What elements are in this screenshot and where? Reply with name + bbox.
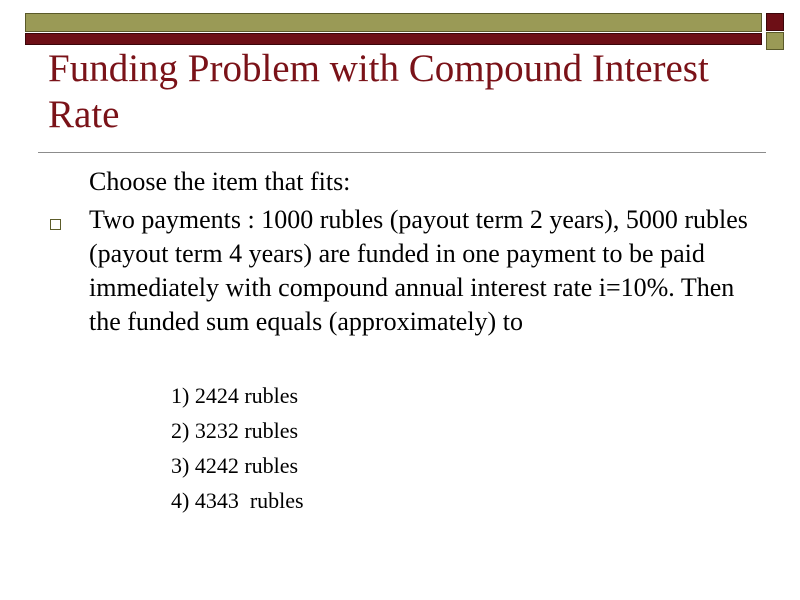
intro-text: Choose the item that fits: xyxy=(89,167,351,196)
title-divider xyxy=(38,152,766,153)
decorative-maroon-square xyxy=(766,13,784,31)
decorative-top-band xyxy=(25,13,762,32)
decorative-olive-square xyxy=(766,32,784,50)
answer-option: 3) 4242 rubles xyxy=(171,453,299,478)
decorative-maroon-band xyxy=(25,33,762,45)
answer-option: 1) 2424 rubles xyxy=(171,383,299,408)
question-text: Two payments : 1000 rubles (payout term 2 years), 5000 rubles (payout term 4 years) are funded in one payment to be paid immediately with compound annual interest rate i=10%. Then the funded sum equals (approximately) to xyxy=(89,205,748,336)
slide-title: Funding Problem with Compound Interest Rate xyxy=(48,47,709,136)
answer-option: 2) 3232 rubles xyxy=(171,418,299,443)
answer-options xyxy=(171,378,304,518)
answer-option: 4) 4343 rubles xyxy=(171,488,304,513)
square-bullet-icon xyxy=(50,219,61,230)
